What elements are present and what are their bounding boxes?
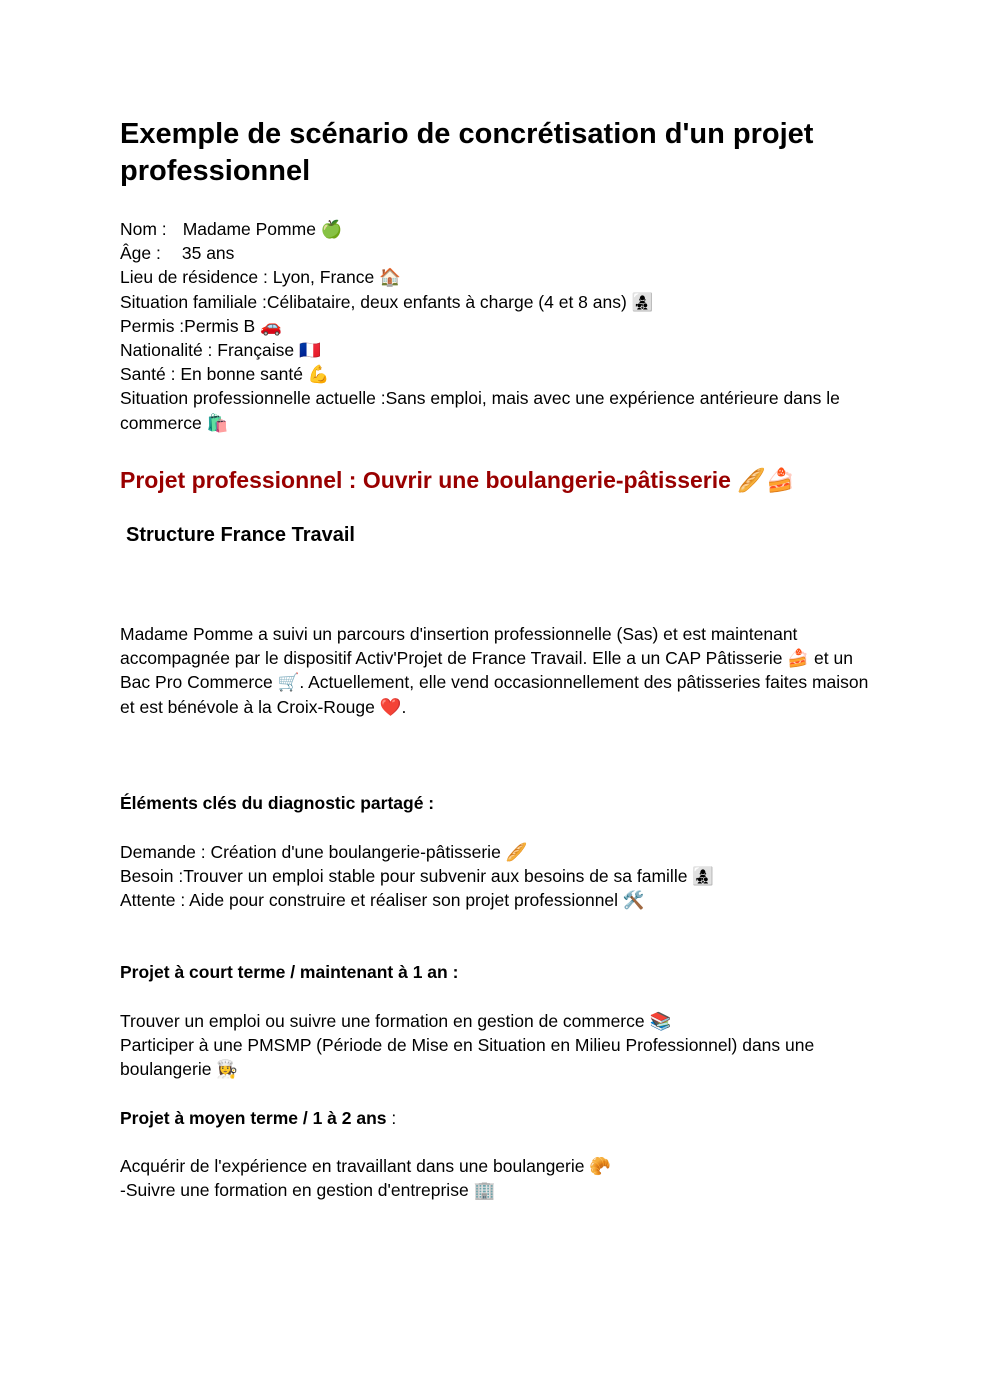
short-term-list	[120, 1009, 872, 1082]
profile-health: Santé : En bonne santé 💪	[120, 364, 330, 385]
diagnostic-list	[120, 840, 872, 913]
project-title: Projet professionnel : Ouvrir une boulangerie-pâtisserie 🥖🍰	[120, 467, 795, 493]
profile-situation: Situation professionnelle actuelle :Sans emploi, mais avec une expérience antérieure dans le commerce 🛍️	[120, 388, 840, 433]
profile-name-row	[120, 217, 865, 241]
profile-license: Permis :Permis B 🚗	[120, 315, 282, 336]
diagnostic-item-besoin: Besoin :Trouver un emploi stable pour subvenir aux besoins de sa famille 👩‍👧‍👦	[120, 866, 715, 887]
profile-block	[120, 217, 865, 435]
medium-term-list	[120, 1154, 872, 1202]
medium-term-heading	[120, 1106, 396, 1130]
short-term-heading: Projet à court terme / maintenant à 1 an :	[120, 962, 459, 982]
profile-nationality: Nationalité : Française 🇫🇷	[120, 340, 321, 361]
structure-title: Structure France Travail	[126, 524, 355, 546]
intro-paragraph: Madame Pomme a suivi un parcours d'insertion professionnelle (Sas) et est maintenant accompagnée par le dispositif Activ'Projet de France Travail. Elle a un CAP Pâtisserie 🍰 et un Bac Pro Commerce 🛒. Actuellement, elle vend occasionnellement des pâtisseries faites maison et est bénévole à la Croix-Rouge ❤️.	[120, 624, 869, 717]
name-label: Nom :	[120, 219, 167, 239]
age-label: Âge :	[120, 243, 161, 264]
short-term-item-emploi: Trouver un emploi ou suivre une formation en gestion de commerce 📚	[120, 1011, 672, 1031]
document-title: Exemple de scénario de concrétisation d'un projet professionnel	[120, 118, 814, 187]
diagnostic-heading: Éléments clés du diagnostic partagé :	[120, 793, 435, 813]
medium-term-heading-colon: :	[386, 1108, 397, 1128]
diagnostic-item-demande: Demande : Création d'une boulangerie-pâtisserie 🥖	[120, 842, 528, 862]
short-term-item-pmsmp: Participer à une PMSMP (Période de Mise en Situation en Milieu Professionnel) dans une boulangerie 👩‍🍳	[120, 1035, 815, 1080]
profile-age-row	[120, 241, 865, 265]
age-value: 35 ans	[181, 243, 235, 264]
profile-family: Situation familiale :Célibataire, deux enfants à charge (4 et 8 ans) 👩‍👧‍👦	[120, 291, 654, 312]
diagnostic-item-attente: Attente : Aide pour construire et réaliser son projet professionnel 🛠️	[120, 890, 645, 911]
medium-term-item-experience: Acquérir de l'expérience en travaillant dans une boulangerie 🥐	[120, 1156, 612, 1176]
name-value: Madame Pomme 🍏	[182, 219, 343, 239]
medium-term-heading-text: Projet à moyen terme / 1 à 2 ans	[120, 1108, 387, 1128]
medium-term-item-formation: -Suivre une formation en gestion d'entreprise 🏢	[120, 1180, 496, 1201]
profile-residence: Lieu de résidence : Lyon, France 🏠	[120, 267, 401, 288]
